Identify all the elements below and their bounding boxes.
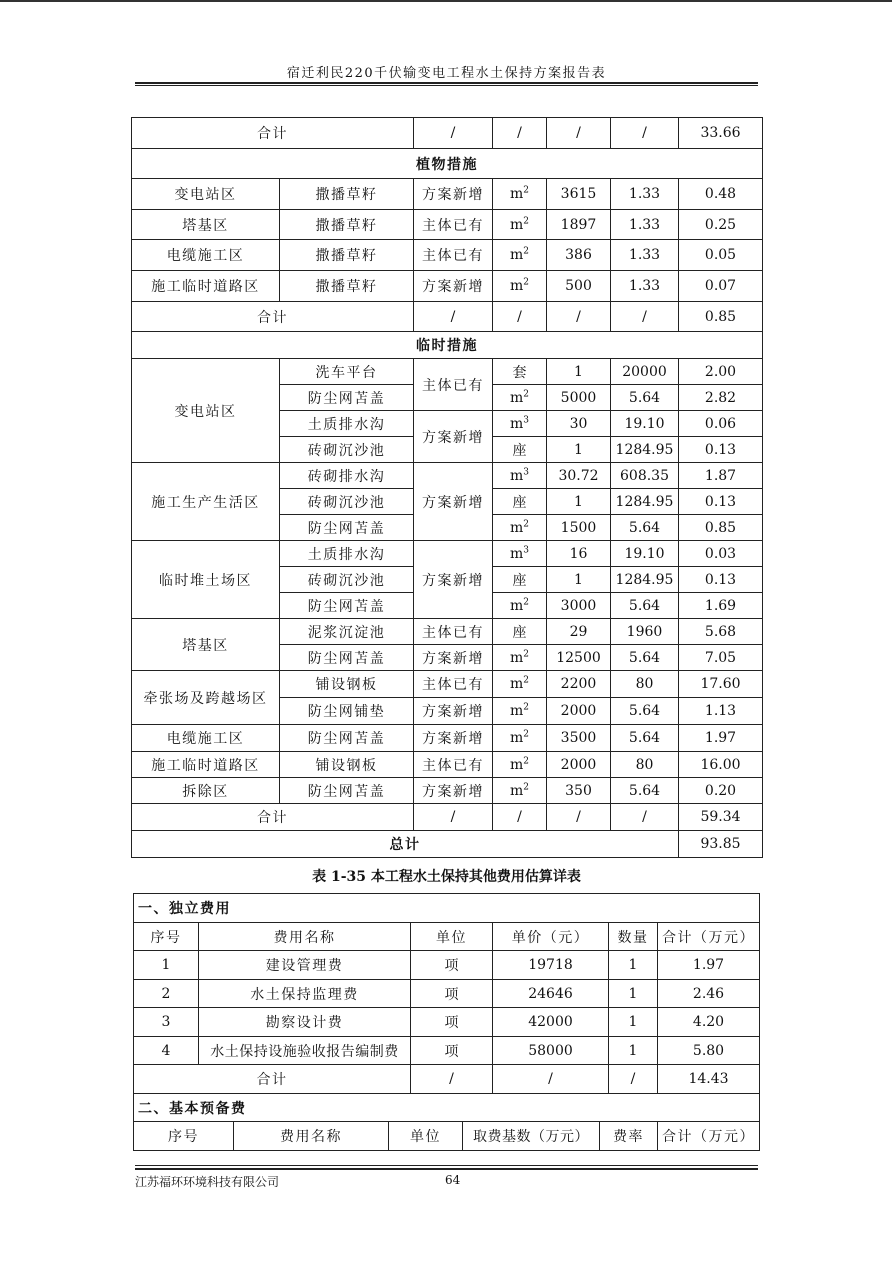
grand-total-value: 93.85 [679, 831, 763, 858]
cell-price: 19718 [493, 951, 609, 980]
table-row [132, 210, 763, 240]
cell-price: 5.64 [611, 698, 679, 725]
cell-type: 方案新增 [414, 411, 493, 463]
cell-price: 5.64 [611, 593, 679, 619]
page-number: 64 [445, 1173, 461, 1187]
table-row [134, 951, 760, 980]
cell-qty: 2200 [547, 671, 611, 698]
cell-price: 80 [611, 752, 679, 778]
cell-total: 0.05 [679, 240, 763, 271]
cell-area: 变电站区 [132, 179, 280, 210]
header-unit: 单位 [411, 923, 493, 951]
cell-no: 4 [134, 1037, 199, 1065]
cell-unit: $m^2$ [493, 698, 547, 725]
section-row [134, 1094, 760, 1122]
cell-area: 施工临时道路区 [132, 752, 280, 778]
cell-area: 塔基区 [132, 619, 280, 671]
cell-type: 主体已有 [414, 752, 493, 778]
cell-price: 608.35 [611, 463, 679, 489]
cell-name: 建设管理费 [199, 951, 411, 980]
cell-unit: 项 [411, 980, 493, 1008]
cell-no: 1 [134, 951, 199, 980]
cell-total: 0.48 [679, 179, 763, 210]
footer-rule-thin [135, 1165, 758, 1166]
header-price: 单价（元） [493, 923, 609, 951]
section-row [134, 894, 760, 923]
table-row [132, 179, 763, 210]
cell-qty: 1 [609, 1037, 658, 1065]
table-row [134, 1065, 760, 1094]
table-row [132, 752, 763, 778]
cell-qty: 1 [547, 437, 611, 463]
cell-total: 0.13 [679, 437, 763, 463]
header-total: 合计（万元） [658, 923, 760, 951]
cell: / [493, 804, 547, 831]
cell-total: 1.97 [658, 951, 760, 980]
header-base: 取费基数（万元） [463, 1122, 600, 1151]
cell-total: 2.46 [658, 980, 760, 1008]
cell-unit: $m^3$ [493, 411, 547, 437]
cell-measure: 防尘网苫盖 [280, 593, 414, 619]
cell-name: 水土保持监理费 [199, 980, 411, 1008]
cell-qty: 1 [609, 1008, 658, 1037]
cell-qty: 1 [547, 489, 611, 515]
table-row [132, 271, 763, 302]
table-row [132, 725, 763, 752]
cell-price: 1.33 [611, 240, 679, 271]
cell: / [411, 1065, 493, 1094]
cell-total: 4.20 [658, 1008, 760, 1037]
cell-measure: 防尘网苫盖 [280, 385, 414, 411]
section-row [132, 332, 763, 359]
cell-measure: 砖砌沉沙池 [280, 437, 414, 463]
table-row [132, 671, 763, 698]
cell-price: 1.33 [611, 179, 679, 210]
cell: / [547, 804, 611, 831]
cell-qty: 16 [547, 541, 611, 567]
header-rule [135, 82, 758, 84]
cell-qty: 386 [547, 240, 611, 271]
cell-unit: $m^2$ [493, 210, 547, 240]
table-row [134, 1037, 760, 1065]
cell-total: 0.85 [679, 515, 763, 541]
cell-total: 0.07 [679, 271, 763, 302]
cell-measure: 砖砌沉沙池 [280, 489, 414, 515]
table-row [132, 804, 763, 831]
top-border-line [0, 0, 892, 2]
cell-unit: $m^3$ [493, 541, 547, 567]
cell-total: 0.03 [679, 541, 763, 567]
cell-total: 0.25 [679, 210, 763, 240]
page-header-title: 宿迁利民220千伏输变电工程水土保持方案报告表 [286, 66, 607, 81]
cell-price: 1284.95 [611, 489, 679, 515]
cell-qty: 500 [547, 271, 611, 302]
cell-unit: $m^2$ [493, 752, 547, 778]
table-header-row [134, 923, 760, 951]
cell-type: 方案新增 [414, 463, 493, 541]
cell-total: 1.97 [679, 725, 763, 752]
cell-unit: $m^3$ [493, 463, 547, 489]
cell-measure: 撒播草籽 [280, 271, 414, 302]
cell-type: 主体已有 [414, 359, 493, 411]
cell-type: 方案新增 [414, 778, 493, 804]
cell-price: 5.64 [611, 645, 679, 671]
cell-measure: 土质排水沟 [280, 541, 414, 567]
cell-measure: 洗车平台 [280, 359, 414, 385]
cell-area: 电缆施工区 [132, 240, 280, 271]
cell-measure: 撒播草籽 [280, 210, 414, 240]
cell-area: 施工临时道路区 [132, 271, 280, 302]
cell-qty: 1 [547, 359, 611, 385]
cell-price: 1.33 [611, 271, 679, 302]
cell-qty: 1 [609, 980, 658, 1008]
cell-type: 方案新增 [414, 725, 493, 752]
cell-unit: 项 [411, 951, 493, 980]
cell-unit: $m^2$ [493, 671, 547, 698]
cell-measure: 防尘网苫盖 [280, 645, 414, 671]
cell-area: 电缆施工区 [132, 725, 280, 752]
cell-price: 19.10 [611, 541, 679, 567]
subtotal-label: 合计 [132, 804, 414, 831]
section-basic-reserve: 二、基本预备费 [134, 1094, 760, 1122]
cell-qty: 30 [547, 411, 611, 437]
cell-price: 1284.95 [611, 567, 679, 593]
cell-total: 2.82 [679, 385, 763, 411]
cell-area: 施工生产生活区 [132, 463, 280, 541]
table-row [132, 240, 763, 271]
independent-costs-table [133, 893, 760, 1094]
cell-unit: 座 [493, 489, 547, 515]
footer-company: 江苏福环环境科技有限公司 [135, 1175, 280, 1189]
grand-total-row [132, 831, 763, 858]
cell-total: 2.00 [679, 359, 763, 385]
cell-qty: 30.72 [547, 463, 611, 489]
cell: / [493, 302, 547, 332]
cell-type: 方案新增 [414, 179, 493, 210]
cell-total: 16.00 [679, 752, 763, 778]
cell-price: 5.64 [611, 778, 679, 804]
section-row [132, 149, 763, 179]
cell-measure: 防尘网苫盖 [280, 515, 414, 541]
cell-type: 方案新增 [414, 271, 493, 302]
header-no: 序号 [134, 923, 199, 951]
cell-measure: 泥浆沉淀池 [280, 619, 414, 645]
table-row [132, 463, 763, 489]
cell: / [611, 804, 679, 831]
subtotal-label: 合计 [134, 1065, 411, 1094]
cell-unit: 套 [493, 359, 547, 385]
cell-measure: 防尘网苫盖 [280, 778, 414, 804]
cell-no: 3 [134, 1008, 199, 1037]
grand-total-label: 总计 [132, 831, 679, 858]
cell: / [611, 302, 679, 332]
cell-type: 主体已有 [414, 671, 493, 698]
cell-type: 主体已有 [414, 210, 493, 240]
cell-unit: 项 [411, 1008, 493, 1037]
cell-area: 牵张场及跨越场区 [132, 671, 280, 725]
cell: / [414, 804, 493, 831]
cell-qty: 2000 [547, 698, 611, 725]
cell: / [609, 1065, 658, 1094]
subtotal-value: 59.34 [679, 804, 763, 831]
cell-total: 0.06 [679, 411, 763, 437]
subtotal-value: 33.66 [679, 118, 763, 149]
cell-price: 20000 [611, 359, 679, 385]
table-row [132, 778, 763, 804]
cell-total: 5.68 [679, 619, 763, 645]
cell-price: 58000 [493, 1037, 609, 1065]
cell-total: 17.60 [679, 671, 763, 698]
cell-qty: 1897 [547, 210, 611, 240]
cell-measure: 砖砌沉沙池 [280, 567, 414, 593]
cell-qty: 1 [609, 951, 658, 980]
cell-area: 临时堆土场区 [132, 541, 280, 619]
cell-price: 1.33 [611, 210, 679, 240]
cell-measure: 防尘网铺垫 [280, 698, 414, 725]
cell-qty: 1500 [547, 515, 611, 541]
cell-area: 塔基区 [132, 210, 280, 240]
cell-unit: 座 [493, 437, 547, 463]
header-rate: 费率 [600, 1122, 658, 1151]
cell-total: 1.13 [679, 698, 763, 725]
cell: / [414, 302, 493, 332]
cell-total: 0.13 [679, 489, 763, 515]
cell-price: 80 [611, 671, 679, 698]
cell-type: 方案新增 [414, 541, 493, 619]
header-qty: 数量 [609, 923, 658, 951]
cell: / [414, 118, 493, 149]
header-no: 序号 [134, 1122, 234, 1151]
cell-price: 5.64 [611, 725, 679, 752]
cell-total: 1.69 [679, 593, 763, 619]
header-name: 费用名称 [234, 1122, 389, 1151]
cell-price: 24646 [493, 980, 609, 1008]
cell-unit: $m^2$ [493, 515, 547, 541]
cell: / [493, 1065, 609, 1094]
cell-qty: 2000 [547, 752, 611, 778]
table-row [134, 1008, 760, 1037]
cell-unit: 项 [411, 1037, 493, 1065]
cell-unit: $m^2$ [493, 271, 547, 302]
cell-measure: 撒播草籽 [280, 240, 414, 271]
section-plant-measures: 植物措施 [132, 149, 763, 179]
cell-unit: $m^2$ [493, 240, 547, 271]
cell-total: 7.05 [679, 645, 763, 671]
cell: / [493, 118, 547, 149]
cell-type: 主体已有 [414, 619, 493, 645]
cell-qty: 12500 [547, 645, 611, 671]
cell-measure: 撒播草籽 [280, 179, 414, 210]
cell-qty: 3000 [547, 593, 611, 619]
header-rule-thin [135, 85, 758, 86]
basic-reserve-table [133, 1093, 760, 1151]
cell-total: 1.87 [679, 463, 763, 489]
header-total: 合计（万元） [658, 1122, 760, 1151]
cell-name: 勘察设计费 [199, 1008, 411, 1037]
table-caption: 表 1-35 本工程水土保持其他费用估算详表 [312, 869, 581, 885]
cell-total: 5.80 [658, 1037, 760, 1065]
cell-measure: 砖砌排水沟 [280, 463, 414, 489]
footer-rule [135, 1168, 758, 1170]
cell-qty: 1 [547, 567, 611, 593]
cell-qty: 3615 [547, 179, 611, 210]
cell-type: 主体已有 [414, 240, 493, 271]
table-row [132, 302, 763, 332]
cell-price: 5.64 [611, 515, 679, 541]
cell-price: 19.10 [611, 411, 679, 437]
cell-qty: 3500 [547, 725, 611, 752]
cell-price: 42000 [493, 1008, 609, 1037]
section-independent-costs: 一、独立费用 [134, 894, 760, 923]
cell-qty: 350 [547, 778, 611, 804]
subtotal-label: 合计 [132, 302, 414, 332]
cell-area: 拆除区 [132, 778, 280, 804]
table-header-row [134, 1122, 760, 1151]
cell-unit: 座 [493, 619, 547, 645]
cell-price: 5.64 [611, 385, 679, 411]
cell-qty: 5000 [547, 385, 611, 411]
cell: / [547, 118, 611, 149]
cell-unit: 座 [493, 567, 547, 593]
cell-total: 0.20 [679, 778, 763, 804]
cell-area: 变电站区 [132, 359, 280, 463]
table-row [132, 541, 763, 567]
cell-unit: $m^2$ [493, 645, 547, 671]
cell-measure: 防尘网苫盖 [280, 725, 414, 752]
table-row [132, 359, 763, 385]
subtotal-value: 14.43 [658, 1065, 760, 1094]
table-row [132, 118, 763, 149]
cell-name: 水土保持设施验收报告编制费 [199, 1037, 411, 1065]
cell-qty: 29 [547, 619, 611, 645]
table-row [132, 619, 763, 645]
section-temporary-measures: 临时措施 [132, 332, 763, 359]
cell-unit: $m^2$ [493, 778, 547, 804]
cell-price: 1960 [611, 619, 679, 645]
cell-total: 0.13 [679, 567, 763, 593]
cell: / [547, 302, 611, 332]
header-unit: 单位 [389, 1122, 463, 1151]
header-name: 费用名称 [199, 923, 411, 951]
cell-unit: $m^2$ [493, 179, 547, 210]
cell-type: 方案新增 [414, 645, 493, 671]
subtotal-label: 合计 [132, 118, 414, 149]
cell-measure: 铺设钢板 [280, 752, 414, 778]
cell-unit: $m^2$ [493, 725, 547, 752]
cell: / [611, 118, 679, 149]
cell-type: 方案新增 [414, 698, 493, 725]
cell-unit: $m^2$ [493, 593, 547, 619]
cell-measure: 铺设钢板 [280, 671, 414, 698]
cell-price: 1284.95 [611, 437, 679, 463]
cell-unit: $m^2$ [493, 385, 547, 411]
cell-no: 2 [134, 980, 199, 1008]
subtotal-value: 0.85 [679, 302, 763, 332]
cell-measure: 土质排水沟 [280, 411, 414, 437]
table-row [134, 980, 760, 1008]
measures-cost-table [131, 117, 763, 858]
